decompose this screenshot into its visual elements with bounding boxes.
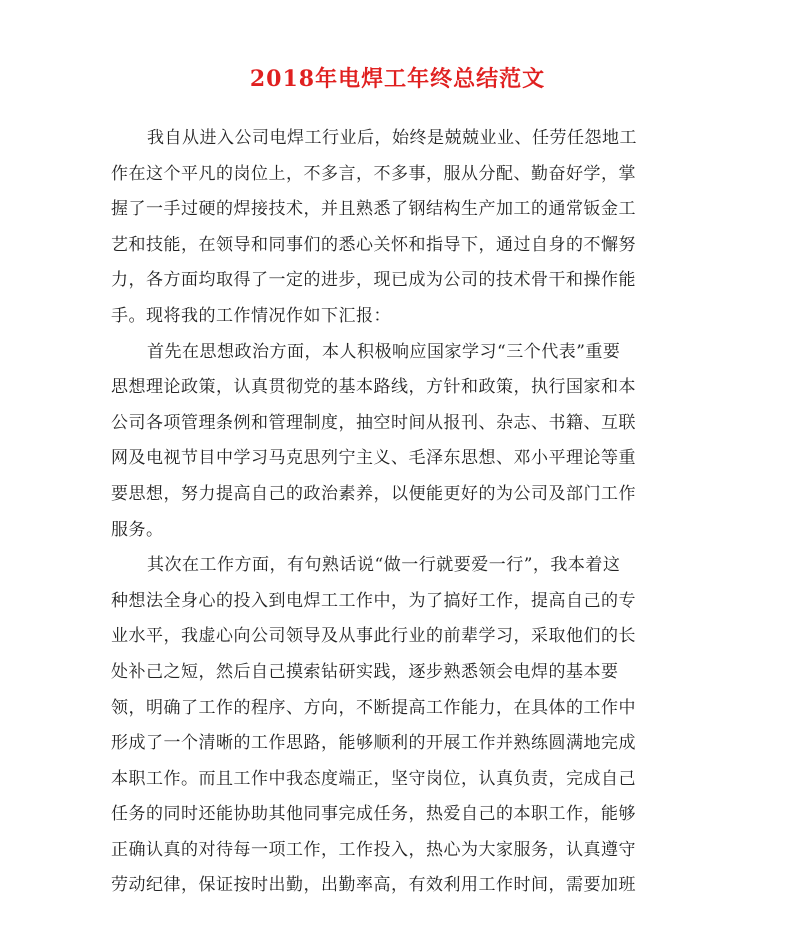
document-body (111, 121, 671, 904)
paragraph-line: 业水平，我虚心向公司领导及从事此行业的前辈学习，采取他们的长 (111, 626, 636, 647)
paragraph-line: 要思想，努力提高自己的政治素养，以便能更好的为公司及部门工作 (111, 483, 636, 504)
paragraph-line: 劳动纪律，保证按时出勤，出勤率高，有效利用工作时间，需要加班 (111, 875, 636, 896)
paragraph-line: 服务。 (111, 519, 164, 540)
paragraph-line: 作在这个平凡的岗位上，不多言，不多事，服从分配、勤奋好学，掌 (111, 163, 636, 184)
paragraph-line: 艺和技能，在领导和同事们的悉心关怀和指导下，通过自身的不懈努 (111, 234, 636, 255)
paragraph-line: 任务的同时还能协助其他同事完成任务，热爱自己的本职工作，能够 (111, 804, 636, 825)
paragraph-line: 形成了一个清晰的工作思路，能够顺利的开展工作并熟练圆满地完成 (111, 733, 636, 754)
paragraph-line: 思想理论政策，认真贯彻党的基本路线，方针和政策，执行国家和本 (111, 377, 636, 398)
paragraph-line: 种想法全身心的投入到电焊工工作中，为了搞好工作，提高自己的专 (111, 590, 636, 611)
document-title: 2018年电焊工年终总结范文 (249, 66, 546, 92)
paragraph-line: 网及电视节目中学习马克思列宁主义、毛泽东思想、邓小平理论等重 (111, 448, 636, 469)
paragraph-line: 本职工作。而且工作中我态度端正，坚守岗位，认真负责，完成自己 (111, 768, 636, 789)
paragraph-line: 处补己之短，然后自己摸索钻研实践，逐步熟悉领会电焊的基本要 (111, 661, 619, 682)
paragraph-line: 力，各方面均取得了一定的进步，现已成为公司的技术骨干和操作能 (111, 270, 636, 291)
paragraph-line: 领，明确了工作的程序、方向，不断提高工作能力，在具体的工作中 (111, 697, 636, 718)
paragraph-line: 首先在思想政治方面，本人积极响应国家学习“三个代表”重要 (147, 341, 621, 362)
paragraph-line: 其次在工作方面，有句熟话说“做一行就要爱一行”，我本着这 (147, 555, 621, 576)
paragraph-line: 我自从进入公司电焊工行业后，始终是兢兢业业、任劳任怨地工 (147, 128, 637, 148)
paragraph-line: 手。现将我的工作情况作如下汇报： (111, 305, 391, 326)
paragraph-line: 公司各项管理条例和管理制度，抽空时间从报刊、杂志、书籍、互联 (111, 412, 636, 433)
paragraph-line: 正确认真的对待每一项工作，工作投入，热心为大家服务，认真遵守 (111, 839, 636, 860)
paragraph-line: 握了一手过硬的焊接技术，并且熟悉了钢结构生产加工的通常钣金工 (111, 199, 636, 220)
